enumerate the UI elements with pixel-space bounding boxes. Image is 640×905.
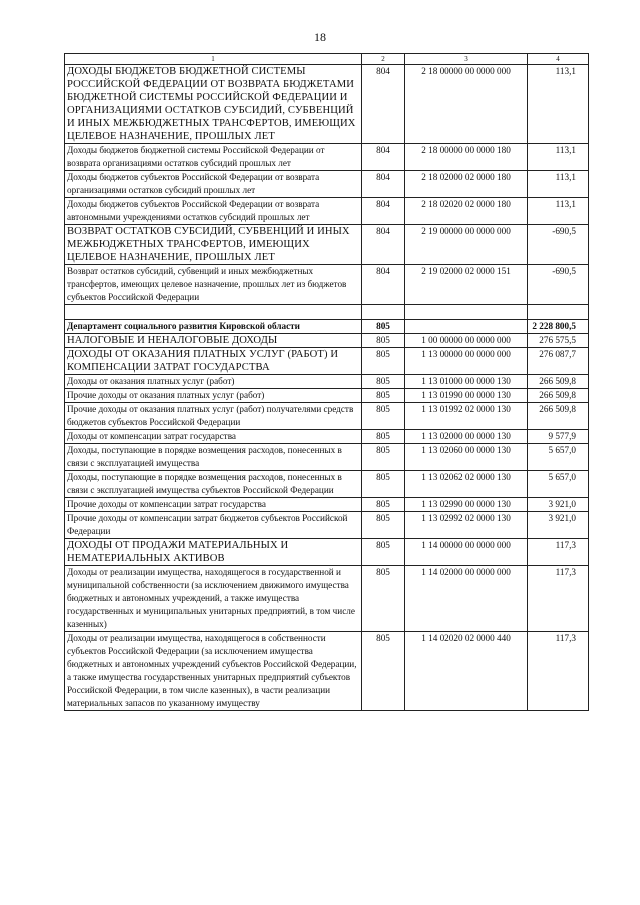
row-amount: 3 921,0 xyxy=(528,498,589,512)
row-amount: 2 228 800,5 xyxy=(528,320,589,334)
row-budget-code: 2 18 02000 02 0000 180 xyxy=(405,171,528,198)
row-description: Возврат остатков субсидий, субвенций и иных межбюджетных трансфертов, имеющих целевое назначение, прошлых лет из бюджетов субъектов Российской Федерации xyxy=(65,265,362,305)
row-budget-code: 1 13 02992 02 0000 130 xyxy=(405,512,528,539)
row-amount: 117,3 xyxy=(528,539,589,566)
row-amount xyxy=(528,305,589,320)
row-budget-code: 1 13 02060 00 0000 130 xyxy=(405,444,528,471)
row-admin-code: 805 xyxy=(362,566,405,632)
table-row xyxy=(65,403,589,430)
row-budget-code: 2 18 00000 00 0000 180 xyxy=(405,144,528,171)
row-amount: 3 921,0 xyxy=(528,512,589,539)
row-budget-code xyxy=(405,320,528,334)
table-row xyxy=(65,389,589,403)
row-admin-code: 805 xyxy=(362,539,405,566)
row-description: Прочие доходы от компенсации затрат бюджетов субъектов Российской Федерации xyxy=(65,512,362,539)
row-description: Доходы от реализации имущества, находящегося в государственной и муниципальной собственности (за исключением движимого имущества бюджетных и автономных учреждений, а также имущества государственных и муниципальных унитарных предприятий, в том числе казенных) xyxy=(65,566,362,632)
row-amount: 5 657,0 xyxy=(528,444,589,471)
row-admin-code: 805 xyxy=(362,389,405,403)
row-budget-code: 2 19 00000 00 0000 000 xyxy=(405,225,528,265)
table-row xyxy=(65,198,589,225)
row-description: Доходы бюджетов субъектов Российской Федерации от возврата организациями остатков субсидий прошлых лет xyxy=(65,171,362,198)
table-row xyxy=(65,334,589,348)
row-admin-code: 805 xyxy=(362,444,405,471)
table-row xyxy=(65,539,589,566)
table-row xyxy=(65,320,589,334)
table-row xyxy=(65,632,589,711)
row-description: ВОЗВРАТ ОСТАТКОВ СУБСИДИЙ, СУБВЕНЦИЙ И ИНЫХ МЕЖБЮДЖЕТНЫХ ТРАНСФЕРТОВ, ИМЕЮЩИХ ЦЕЛЕВОЕ НАЗНАЧЕНИЕ, ПРОШЛЫХ ЛЕТ xyxy=(65,225,362,265)
row-description: Доходы бюджетов субъектов Российской Федерации от возврата автономными учреждениями остатков субсидий прошлых лет xyxy=(65,198,362,225)
row-amount: 113,1 xyxy=(528,198,589,225)
table-row xyxy=(65,65,589,144)
row-budget-code xyxy=(405,305,528,320)
table-row xyxy=(65,375,589,389)
row-amount: -690,5 xyxy=(528,265,589,305)
row-amount: -690,5 xyxy=(528,225,589,265)
row-admin-code: 804 xyxy=(362,65,405,144)
table-row xyxy=(65,265,589,305)
row-amount: 113,1 xyxy=(528,144,589,171)
table-row xyxy=(65,498,589,512)
row-amount: 276 575,5 xyxy=(528,334,589,348)
row-amount: 9 577,9 xyxy=(528,430,589,444)
table-row xyxy=(65,430,589,444)
row-budget-code: 1 14 00000 00 0000 000 xyxy=(405,539,528,566)
row-amount: 266 509,8 xyxy=(528,403,589,430)
row-budget-code: 2 18 02020 02 0000 180 xyxy=(405,198,528,225)
table-row xyxy=(65,512,589,539)
revenue-table xyxy=(64,53,589,711)
row-amount: 5 657,0 xyxy=(528,471,589,498)
table-body xyxy=(65,54,589,711)
row-description: ДОХОДЫ ОТ ОКАЗАНИЯ ПЛАТНЫХ УСЛУГ (РАБОТ) И КОМПЕНСАЦИИ ЗАТРАТ ГОСУДАРСТВА xyxy=(65,348,362,375)
header-col-2: 2 xyxy=(362,54,405,65)
row-admin-code: 805 xyxy=(362,334,405,348)
page-number: 18 xyxy=(314,30,326,44)
table-row xyxy=(65,566,589,632)
row-description: Доходы от компенсации затрат государства xyxy=(65,430,362,444)
row-budget-code: 1 13 01000 00 0000 130 xyxy=(405,375,528,389)
table-row xyxy=(65,348,589,375)
row-admin-code: 805 xyxy=(362,498,405,512)
row-admin-code: 805 xyxy=(362,632,405,711)
row-admin-code: 804 xyxy=(362,225,405,265)
header-col-3: 3 xyxy=(405,54,528,65)
table-row xyxy=(65,444,589,471)
row-budget-code: 1 13 01992 02 0000 130 xyxy=(405,403,528,430)
row-budget-code: 1 13 01990 00 0000 130 xyxy=(405,389,528,403)
header-col-4: 4 xyxy=(528,54,589,65)
row-description: НАЛОГОВЫЕ И НЕНАЛОГОВЫЕ ДОХОДЫ xyxy=(65,334,362,348)
row-admin-code: 804 xyxy=(362,144,405,171)
table-row xyxy=(65,471,589,498)
row-admin-code: 804 xyxy=(362,198,405,225)
table-row xyxy=(65,144,589,171)
row-description: Прочие доходы от компенсации затрат государства xyxy=(65,498,362,512)
row-description: Доходы бюджетов бюджетной системы Российской Федерации от возврата организациями остатков субсидий прошлых лет xyxy=(65,144,362,171)
row-description: Доходы, поступающие в порядке возмещения расходов, понесенных в связи с эксплуатацией имущества субъектов Российской Федерации xyxy=(65,471,362,498)
row-budget-code: 1 00 00000 00 0000 000 xyxy=(405,334,528,348)
row-budget-code: 2 19 02000 02 0000 151 xyxy=(405,265,528,305)
row-admin-code: 805 xyxy=(362,403,405,430)
table-header-row xyxy=(65,54,589,65)
row-budget-code: 2 18 00000 00 0000 000 xyxy=(405,65,528,144)
row-description: Прочие доходы от оказания платных услуг (работ) получателями средств бюджетов субъектов Российской Федерации xyxy=(65,403,362,430)
row-admin-code: 805 xyxy=(362,348,405,375)
row-description: Доходы, поступающие в порядке возмещения расходов, понесенных в связи с эксплуатацией имущества xyxy=(65,444,362,471)
row-amount: 117,3 xyxy=(528,566,589,632)
row-admin-code: 805 xyxy=(362,430,405,444)
header-col-1: 1 xyxy=(65,54,362,65)
row-amount: 113,1 xyxy=(528,171,589,198)
row-description: ДОХОДЫ ОТ ПРОДАЖИ МАТЕРИАЛЬНЫХ И НЕМАТЕРИАЛЬНЫХ АКТИВОВ xyxy=(65,539,362,566)
row-budget-code: 1 13 00000 00 0000 000 xyxy=(405,348,528,375)
row-admin-code: 805 xyxy=(362,471,405,498)
row-amount: 113,1 xyxy=(528,65,589,144)
table-row xyxy=(65,225,589,265)
row-description: Департамент социального развития Кировской области xyxy=(65,320,362,334)
row-admin-code: 805 xyxy=(362,375,405,389)
row-amount: 117,3 xyxy=(528,632,589,711)
row-admin-code: 804 xyxy=(362,265,405,305)
row-budget-code: 1 13 02000 00 0000 130 xyxy=(405,430,528,444)
row-description: Доходы от реализации имущества, находящегося в собственности субъектов Российской Федерации (за исключением имущества бюджетных и автономных учреждений субъектов Российской Федерации, а также имущества государственных унитарных предприятий субъектов Российской Федерации, в том числе казенных), в части реализации материальных запасов по указанному имуществу xyxy=(65,632,362,711)
row-admin-code xyxy=(362,305,405,320)
row-description: ДОХОДЫ БЮДЖЕТОВ БЮДЖЕТНОЙ СИСТЕМЫ РОССИЙСКОЙ ФЕДЕРАЦИИ ОТ ВОЗВРАТА БЮДЖЕТАМИ БЮДЖЕТНОЙ СИСТЕМЫ РОССИЙСКОЙ ФЕДЕРАЦИИ И ОРГАНИЗАЦИЯМИ ОСТАТКОВ СУБСИДИЙ, СУБВЕНЦИЙ И ИНЫХ МЕЖБЮДЖЕТНЫХ ТРАНСФЕРТОВ, ИМЕЮЩИХ ЦЕЛЕВОЕ НАЗНАЧЕНИЕ, ПРОШЛЫХ ЛЕТ xyxy=(65,65,362,144)
row-description: Прочие доходы от оказания платных услуг (работ) xyxy=(65,389,362,403)
table-row xyxy=(65,305,589,320)
row-budget-code: 1 14 02000 00 0000 000 xyxy=(405,566,528,632)
row-admin-code: 805 xyxy=(362,320,405,334)
row-budget-code: 1 13 02990 00 0000 130 xyxy=(405,498,528,512)
row-amount: 276 087,7 xyxy=(528,348,589,375)
row-amount: 266 509,8 xyxy=(528,389,589,403)
row-description: Доходы от оказания платных услуг (работ) xyxy=(65,375,362,389)
row-budget-code: 1 14 02020 02 0000 440 xyxy=(405,632,528,711)
table-row xyxy=(65,171,589,198)
row-admin-code: 805 xyxy=(362,512,405,539)
row-admin-code: 804 xyxy=(362,171,405,198)
row-budget-code: 1 13 02062 02 0000 130 xyxy=(405,471,528,498)
row-description xyxy=(65,305,362,320)
row-amount: 266 509,8 xyxy=(528,375,589,389)
